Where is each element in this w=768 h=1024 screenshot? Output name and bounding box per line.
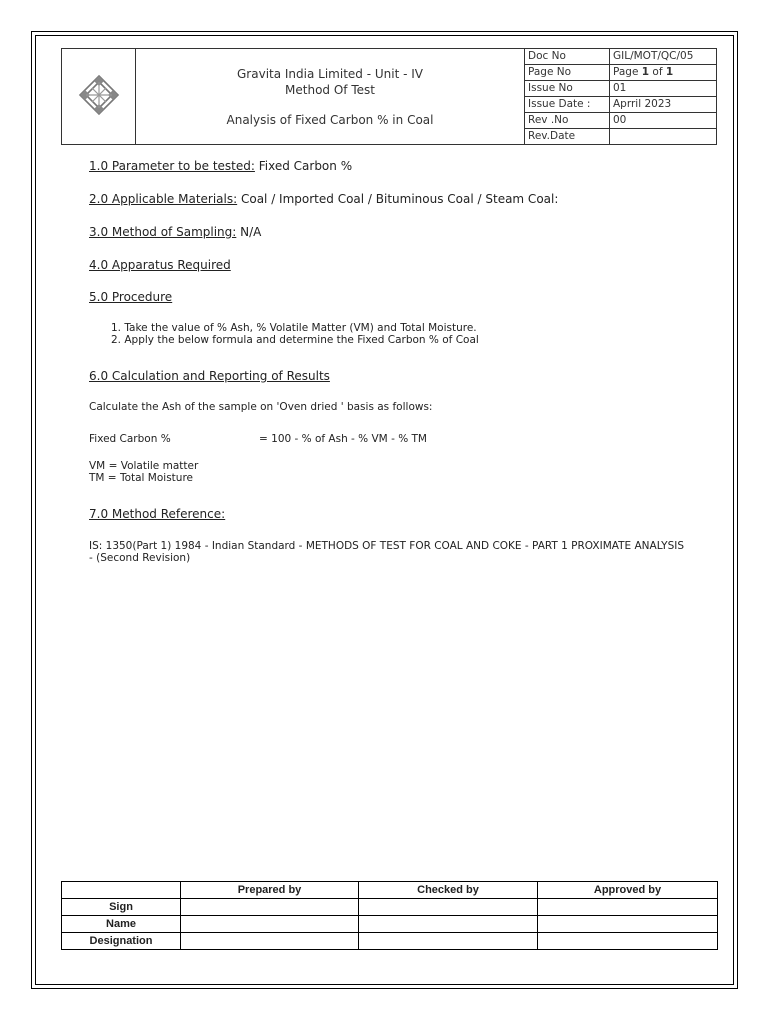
doc-no-value: GIL/MOT/QC/05 <box>610 49 717 65</box>
abbr-tm: TM = Total Moisture <box>89 472 193 484</box>
designation-cell <box>359 933 538 950</box>
procedure-list <box>89 322 479 346</box>
rev-no-value: 00 <box>610 113 717 129</box>
document-type: Method Of Test <box>285 82 375 97</box>
section-sampling <box>89 224 261 240</box>
section-calculation <box>89 368 330 384</box>
company-logo <box>62 49 136 145</box>
designation-cell <box>181 933 359 950</box>
company-logo-icon <box>77 73 121 117</box>
section-heading: 6.0 Calculation and Reporting of Results <box>89 369 330 383</box>
section-heading: 2.0 Applicable Materials: <box>89 192 238 206</box>
section-reference <box>89 506 225 522</box>
col-prepared-by: Prepared by <box>181 882 359 899</box>
issue-no-label: Issue No <box>525 81 610 97</box>
doc-no-label: Doc No <box>525 49 610 65</box>
issue-date-value: Aprril 2023 <box>610 97 717 113</box>
row-designation: Designation <box>62 933 181 950</box>
document-header-table <box>61 48 717 145</box>
name-cell <box>181 916 359 933</box>
abbr-vm: VM = Volatile matter <box>89 460 199 472</box>
section-heading: 3.0 Method of Sampling: <box>89 225 237 239</box>
col-approved-by: Approved by <box>538 882 718 899</box>
rev-date-label: Rev.Date <box>525 129 610 145</box>
method-reference-text: IS: 1350(Part 1) 1984 - Indian Standard - METHODS OF TEST FOR COAL AND COKE - PART 1 PROXIMATE ANALYSIS - (Second Revision) <box>89 540 685 564</box>
section-heading: 4.0 Apparatus Required <box>89 258 231 272</box>
section-heading: 5.0 Procedure <box>89 290 173 304</box>
section-apparatus <box>89 257 231 273</box>
sign-cell <box>359 899 538 916</box>
formula-expression: = 100 - % of Ash - % VM - % TM <box>259 433 427 445</box>
section-heading: 1.0 Parameter to be tested: <box>89 159 255 173</box>
procedure-step: 2. Apply the below formula and determine the Fixed Carbon % of Coal <box>111 334 479 346</box>
formula-label: Fixed Carbon % <box>89 433 171 445</box>
name-cell <box>359 916 538 933</box>
page-no-value: Page 1 of 1 <box>610 65 717 81</box>
sign-cell <box>538 899 718 916</box>
fixed-carbon-formula <box>89 433 427 445</box>
issue-no-value: 01 <box>610 81 717 97</box>
rev-date-value <box>610 129 717 145</box>
signoff-table <box>61 881 718 950</box>
document-subject: Analysis of Fixed Carbon % in Coal <box>226 112 434 127</box>
abbreviations <box>89 460 198 484</box>
calculation-intro: Calculate the Ash of the sample on 'Oven dried ' basis as follows: <box>89 401 433 413</box>
section-heading: 7.0 Method Reference: <box>89 507 226 521</box>
header-title-block <box>136 49 525 145</box>
designation-cell <box>538 933 718 950</box>
signoff-corner <box>62 882 181 899</box>
issue-date-label: Issue Date : <box>525 97 610 113</box>
procedure-step: 1. Take the value of % Ash, % Volatile Matter (VM) and Total Moisture. <box>111 322 477 334</box>
section-text: Coal / Imported Coal / Bituminous Coal / Steam Coal: <box>237 192 559 206</box>
page-no-label: Page No <box>525 65 610 81</box>
section-procedure <box>89 289 172 305</box>
section-materials <box>89 191 558 207</box>
company-name: Gravita India Limited - Unit - IV <box>237 66 423 81</box>
col-checked-by: Checked by <box>359 882 538 899</box>
row-name: Name <box>62 916 181 933</box>
section-parameter <box>89 158 352 174</box>
rev-no-label: Rev .No <box>525 113 610 129</box>
section-text: Fixed Carbon % <box>254 159 353 173</box>
section-text: N/A <box>236 225 262 239</box>
row-sign: Sign <box>62 899 181 916</box>
sign-cell <box>181 899 359 916</box>
name-cell <box>538 916 718 933</box>
